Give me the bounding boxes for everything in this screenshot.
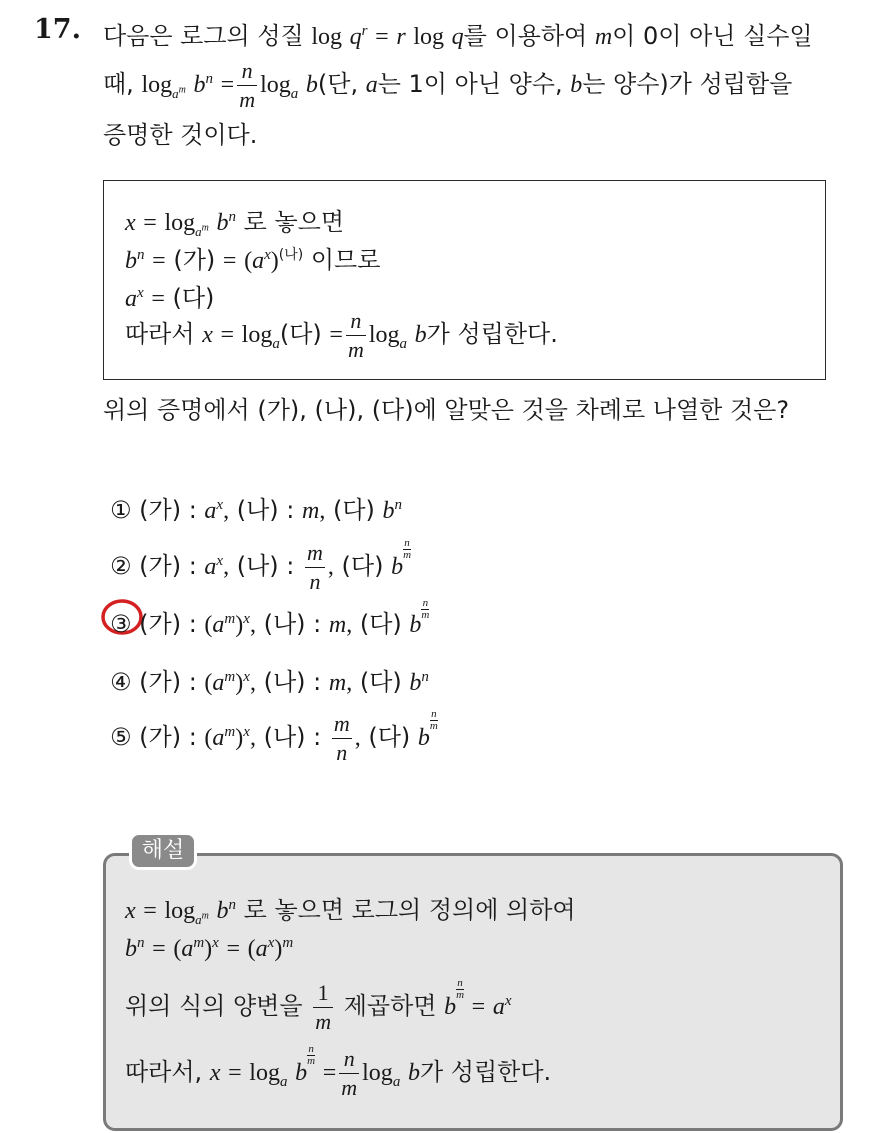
question-text: 는 양수)가 성립함을 bbox=[582, 70, 793, 98]
choice-number: ③ bbox=[110, 610, 132, 638]
proof-text: 로 놓으면 bbox=[236, 208, 345, 236]
choice-label: (가) : bbox=[139, 552, 205, 580]
solution-line-4: 따라서, $x = \log_a b$ $\frac{n}{m}$ = $\frac{n}{m}$ $\log_a b$가 성립한다. bbox=[125, 1043, 552, 1100]
question-line-2: 때, $\log_{a^m} b^n$ = $\frac{n}{m}$ $\log_a b$(단, a는 1이 아닌 양수, b는 양수)가 성립함을 bbox=[103, 58, 793, 112]
question-text: 를 이용하여 bbox=[463, 22, 595, 50]
choice-label: (가) : bbox=[139, 668, 205, 696]
question-prompt: 위의 증명에서 (가), (나), (다)에 알맞은 것을 차례로 나열한 것은? bbox=[103, 396, 790, 424]
question-text: 때, bbox=[103, 70, 142, 98]
choice-number: ④ bbox=[110, 668, 132, 696]
blank-ga: (가) bbox=[173, 246, 216, 274]
solution-line-2: $b^n = (a^m)^x = (a^x)^m$ bbox=[125, 935, 294, 962]
proof-line-4: 따라서 $x = \log_a$(다) = $\frac{n}{m}$ $\log_a b$가 성립한다. bbox=[125, 308, 558, 362]
choice-label: (나) : bbox=[236, 496, 302, 524]
blank-da: (다) bbox=[279, 320, 322, 348]
choice-label: (나) : bbox=[263, 610, 329, 638]
choice-label: (다) bbox=[359, 610, 410, 638]
solution-text: 로 놓으면 로그의 정의에 의하여 bbox=[236, 896, 576, 924]
choice-label: (나) : bbox=[263, 668, 329, 696]
choice-number: ⑤ bbox=[110, 723, 132, 751]
question-text: 다음은 로그의 성질 bbox=[103, 22, 312, 50]
choice-label: (가) : bbox=[139, 496, 205, 524]
choice-label: (가) : bbox=[139, 610, 205, 638]
choice-4[interactable]: ④ (가) : $(a^m)^x$, (나) : m, (다) $b^n$ bbox=[110, 668, 429, 696]
question-text: (단, bbox=[317, 70, 366, 98]
solution-text: 가 성립한다. bbox=[419, 1058, 552, 1086]
solution-line-1: $x = \log_{a^m} b^n$ 로 놓으면 로그의 정의에 의하여 bbox=[125, 896, 576, 927]
blank-na: (나) bbox=[278, 247, 304, 263]
choice-label: (다) bbox=[359, 668, 410, 696]
proof-line-2: $b^n$ = (가) = $(a^x)^{(나)}$ 이므로 bbox=[125, 246, 381, 274]
question-number: 17. bbox=[34, 14, 81, 45]
choice-number: ② bbox=[110, 552, 132, 580]
solution-tag: 해설 bbox=[129, 832, 197, 870]
proof-text: 이므로 bbox=[303, 246, 381, 274]
choice-label: (나) : bbox=[236, 552, 302, 580]
choice-label: (나) : bbox=[263, 723, 329, 751]
solution-text: 위의 식의 양변을 bbox=[125, 992, 311, 1020]
choice-5[interactable]: ⑤ (가) : $(a^m)^x$, (나) : $\frac{m}{n}$ , (다) b $\frac{n}{m}$ bbox=[110, 708, 438, 765]
solution-text: 제곱하면 bbox=[336, 992, 445, 1020]
proof-text: 가 성립한다. bbox=[426, 320, 558, 348]
choice-label: (다) bbox=[341, 552, 392, 580]
choice-number: ① bbox=[110, 496, 132, 524]
choice-label: (가) : bbox=[139, 723, 205, 751]
question-text: 는 1이 아닌 양수, bbox=[377, 70, 571, 98]
choice-2[interactable]: ② (가) : $a^x$, (나) : $\frac{m}{n}$ , (다) b $\frac{n}{m}$ bbox=[110, 537, 412, 594]
choice-label: (다) bbox=[332, 496, 383, 524]
solution-text: 따라서, bbox=[125, 1058, 210, 1086]
proof-line-1: $x = \log_{a^m} b^n$ 로 놓으면 bbox=[125, 208, 345, 239]
solution-line-3: 위의 식의 양변을 $\frac{1}{m}$ 제곱하면 b $\frac{n}{m}$ = $a^x$ bbox=[125, 977, 512, 1034]
question-line-3: 증명한 것이다. bbox=[103, 121, 258, 149]
choice-1[interactable]: ① (가) : $a^x$, (나) : m, (다) $b^n$ bbox=[110, 496, 403, 524]
choice-3[interactable]: ③ (가) : $(a^m)^x$, (나) : m, (다) b $\frac{n}{m}$ bbox=[110, 597, 430, 638]
question-line-1: 다음은 로그의 성질 $\log q^r = r$ log q를 이용하여 m이 0이 아닌 실수일 bbox=[103, 22, 813, 50]
question-text: 이 0이 아닌 실수일 bbox=[612, 22, 813, 50]
proof-text: 따라서 bbox=[125, 320, 203, 348]
proof-line-3: $a^x$ = (다) bbox=[125, 284, 215, 312]
blank-da: (다) bbox=[172, 284, 215, 312]
choice-label: (다) bbox=[368, 723, 418, 751]
